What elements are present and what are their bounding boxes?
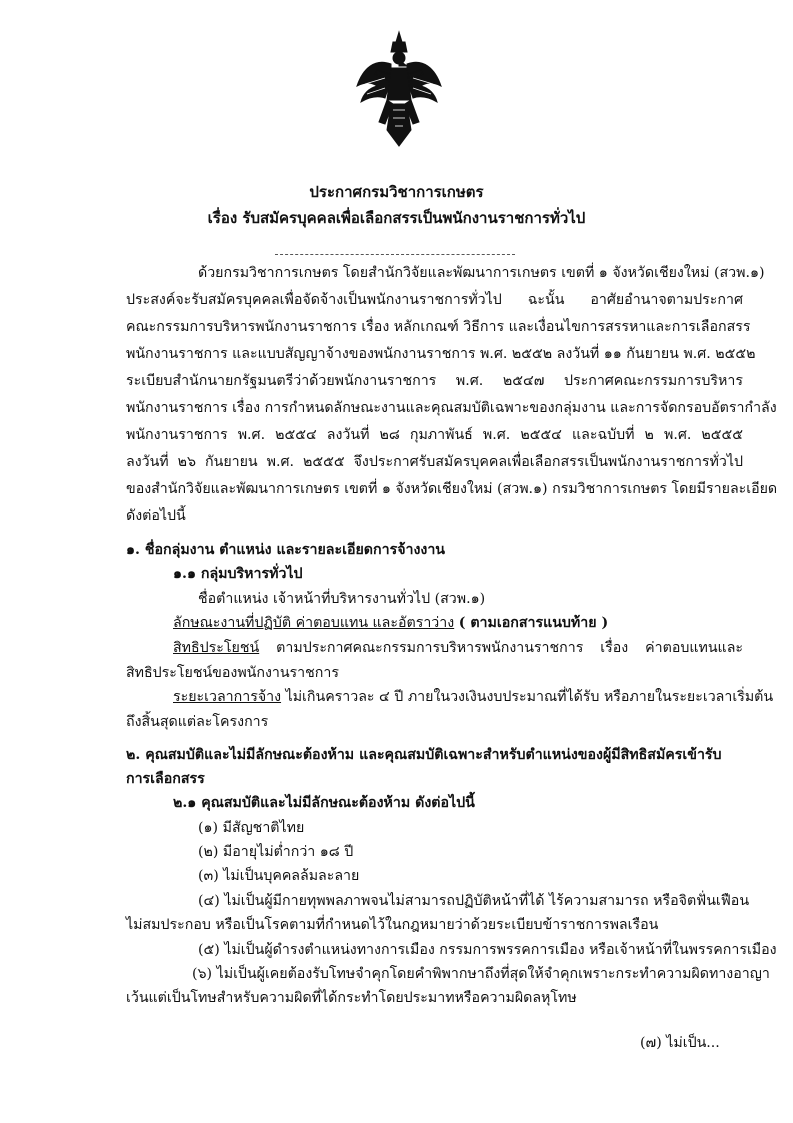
intro-line: ด้วยกรมวิชาการเกษตร โดยสำนักวิจัยและพัฒนาการเกษตร เขตที่ ๑ จังหวัดเชียงใหม่ (สวพ.๑): [198, 265, 765, 281]
section-1-heading: ๑. ชื่อกลุ่มงาน ตำแหน่ง และรายละเอียดการจ้างงาน: [126, 542, 445, 558]
intro-line: ของสำนักวิจัยและพัฒนาการเกษตร เขตที่ ๑ จังหวัดเชียงใหม่ (สวพ.๑) กรมวิชาการเกษตร โดยมีรายละเอียด: [126, 481, 778, 497]
period-text: ไม่เกินคราวละ ๔ ปี ภายในวงเงินงบประมาณที่ได้รับ หรือภายในระยะเวลาเริ่มต้น: [285, 689, 774, 705]
period-label: ระยะเวลาการจ้าง: [173, 689, 282, 705]
benefit-line: [173, 638, 743, 658]
qualification-item: (๓) ไม่เป็นบุคคลล้มละลาย: [198, 868, 360, 884]
intro-line: พนักงานราชการ เรื่อง การกำหนดลักษณะงานและคุณสมบัติเฉพาะของกลุ่มงาน และการจัดกรอบอัตรากำลัง: [126, 400, 777, 416]
intro-line: คณะกรรมการบริหารพนักงานราชการ เรื่อง หลักเกณฑ์ วิธีการ และเงื่อนไขการสรรหาและการเลือกสรร: [126, 319, 751, 335]
period-line: [173, 687, 774, 707]
announcement-subject: เรื่อง รับสมัครบุคคลเพื่อเลือกสรรเป็นพนักงานราชการทั่วไป: [207, 209, 586, 227]
qualification-item: ไม่สมประกอบ หรือเป็นโรคตามที่กำหนดไว้ในกฎหมายว่าด้วยระเบียบข้าราชการพลเรือน: [126, 917, 659, 933]
section-2-heading-2: การเลือกสรร: [126, 771, 205, 787]
period-text-2: ถึงสิ้นสุดแต่ละโครงการ: [126, 714, 269, 730]
intro-line: พนักงานราชการ พ.ศ. ๒๕๕๔ ลงวันที่ ๒๘ กุมภาพันธ์ พ.ศ. ๒๕๕๔ และฉบับที่ ๒ พ.ศ. ๒๕๕๕: [126, 427, 743, 443]
announcement-title: ประกาศกรมวิชาการเกษตร: [309, 183, 484, 201]
continuation-note: (๗) ไม่เป็น...: [640, 1035, 720, 1051]
duty-line: [173, 613, 608, 633]
intro-line: ประสงค์จะรับสมัครบุคคลเพื่อจัดจ้างเป็นพนักงานราชการทั่วไป ฉะนั้น อาศัยอำนาจตามประกาศ: [126, 292, 743, 308]
qualification-item: (๔) ไม่เป็นผู้มีกายทุพพลภาพจนไม่สามารถปฏิบัติหน้าที่ได้ ไร้ความสามารถ หรือจิตฟั่นเฟือน: [198, 893, 750, 909]
intro-line: พนักงานราชการ และแบบสัญญาจ้างของพนักงานราชการ พ.ศ. ๒๕๕๒ ลงวันที่ ๑๑ กันยายน พ.ศ. ๒๕๕๒: [126, 346, 756, 362]
qualification-item: (๑) มีสัญชาติไทย: [198, 820, 305, 836]
garuda-emblem: [355, 30, 443, 148]
position-name: ชื่อตำแหน่ง เจ้าหน้าที่บริหารงานทั่วไป (สวพ.๑): [198, 591, 486, 607]
benefit-text: ตามประกาศคณะกรรมการบริหารพนักงานราชการ เรื่อง ค่าตอบแทนและ: [276, 640, 744, 656]
separator-line: [275, 254, 515, 255]
qualification-item: เว้นแต่เป็นโทษสำหรับความผิดที่ได้กระทำโดยประมาทหรือความผิดลหุโทษ: [126, 990, 577, 1006]
duty-label: ลักษณะงานที่ปฏิบัติ ค่าตอบแทน และอัตราว่าง: [173, 615, 455, 631]
section-1-1-heading: ๑.๑ กลุ่มบริหารทั่วไป: [173, 566, 303, 582]
benefit-text-2: สิทธิประโยชน์ของพนักงานราชการ: [126, 665, 339, 681]
section-2-heading: ๒. คุณสมบัติและไม่มีลักษณะต้องห้าม และคุณสมบัติเฉพาะสำหรับตำแหน่งของผู้มีสิทธิสมัครเข้ารับ: [126, 747, 722, 763]
duty-note: ( ตามเอกสารแนบท้าย ): [458, 615, 609, 631]
intro-line: ดังต่อไปนี้: [126, 508, 186, 524]
section-2-1-heading: ๒.๑ คุณสมบัติและไม่มีลักษณะต้องห้าม ดังต่อไปนี้: [173, 795, 475, 811]
qualification-item: (๕) ไม่เป็นผู้ดำรงตำแหน่งทางการเมือง กรรมการพรรคการเมือง หรือเจ้าหน้าที่ในพรรคการเมือง: [198, 942, 777, 958]
benefit-label: สิทธิประโยชน์: [173, 640, 260, 656]
qualification-item: (๒) มีอายุไม่ต่ำกว่า ๑๘ ปี: [198, 844, 354, 860]
intro-line: ลงวันที่ ๒๖ กันยายน พ.ศ. ๒๕๕๕ จึงประกาศรับสมัครบุคคลเพื่อเลือกสรรเป็นพนักงานราชการทั่วไป: [126, 454, 743, 470]
qualification-item: (๖) ไม่เป็นผู้เคยต้องรับโทษจำคุกโดยคำพิพากษาถึงที่สุดให้จำคุกเพราะกระทำความผิดทางอาญา: [192, 966, 770, 982]
intro-line: ระเบียบสำนักนายกรัฐมนตรีว่าด้วยพนักงานราชการ พ.ศ. ๒๕๔๗ ประกาศคณะกรรมการบริหาร: [126, 373, 743, 389]
